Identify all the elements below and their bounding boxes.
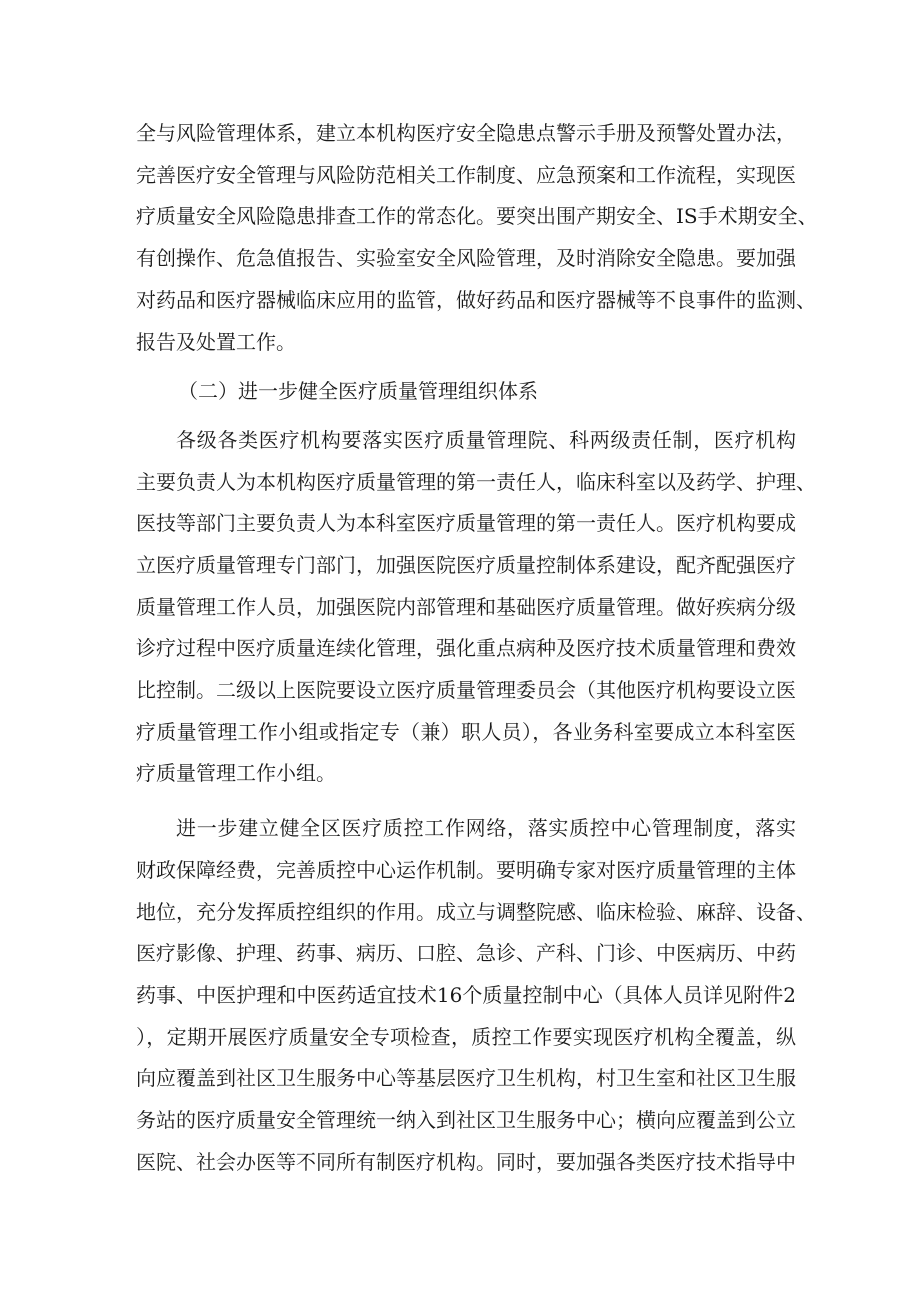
text-line: 报告及处置工作。 (136, 330, 296, 354)
text-line: 进一步建立健全区医疗质控工作网络，落实质控中心管理制度，落实 (176, 816, 796, 840)
text-line: 完善医疗安全管理与风险防范相关工作制度、应急预案和工作流程，实现医 (136, 163, 796, 187)
text-line: 诊疗过程中医疗质量连续化管理，强化重点病种及医疗技术质量管理和费效 (136, 636, 796, 660)
text-line: 财政保障经费，完善质控中心运作机制。要明确专家对医疗质量管理的主体 (136, 858, 796, 882)
text-line: 有创操作、危急值报告、实验室安全风险管理，及时消除安全隐患。要加强 (136, 246, 796, 270)
text-line: 药事、中医护理和中医药适宜技术16个质量控制中心（具体人员详见附件2 (136, 983, 796, 1007)
text-line: 医疗影像、护理、药事、病历、口腔、急诊、产科、门诊、中医病历、中药 (136, 941, 796, 965)
text-line: 医院、社会办医等不同所有制医疗机构。同时，要加强各类医疗技术指导中 (136, 1150, 796, 1174)
text-line: ），定期开展医疗质量安全专项检查，质控工作要实现医疗机构全覆盖，纵 (136, 1025, 796, 1049)
text-line: 向应覆盖到社区卫生服务中心等基层医疗卫生机构，村卫生室和社区卫生服 (136, 1066, 796, 1090)
text-line: 比控制。二级以上医院要设立医疗质量管理委员会（其他医疗机构要设立医 (136, 678, 796, 702)
text-line: 疗质量安全风险隐患排查工作的常态化。要突出围产期安全、IS手术期安全、 (136, 204, 818, 228)
text-line: 各级各类医疗机构要落实医疗质量管理院、科两级责任制，医疗机构 (176, 428, 796, 452)
text-line: 地位，充分发挥质控组织的作用。成立与调整院感、临床检验、麻辞、设备、 (136, 900, 816, 924)
text-line: 全与风险管理体系，建立本机构医疗安全隐患点警示手册及预警处置办法， (136, 121, 796, 145)
text-line: 疗质量管理工作小组或指定专（兼）职人员），各业务科室要成立本科室医 (136, 720, 796, 744)
text-line: 质量管理工作人员，加强医院内部管理和基础医疗质量管理。做好疾病分级 (136, 595, 796, 619)
text-line: 对药品和医疗器械临床应用的监管，做好药品和医疗器械等不良事件的监测、 (136, 288, 816, 312)
text-line: 医技等部门主要负责人为本科室医疗质量管理的第一责任人。医疗机构要成 (136, 511, 796, 535)
text-line: 务站的医疗质量安全管理统一纳入到社区卫生服务中心；横向应覆盖到公立 (136, 1108, 796, 1132)
text-line: 疗质量管理工作小组。 (136, 761, 336, 785)
text-line: 主要负责人为本机构医疗质量管理的第一责任人，临床科室以及药学、护理、 (136, 470, 816, 494)
text-line: 立医疗质量管理专门部门，加强医院医疗质量控制体系建设，配齐配强医疗 (136, 553, 796, 577)
section-heading: （二）进一步健全医疗质量管理组织体系 (178, 379, 538, 403)
